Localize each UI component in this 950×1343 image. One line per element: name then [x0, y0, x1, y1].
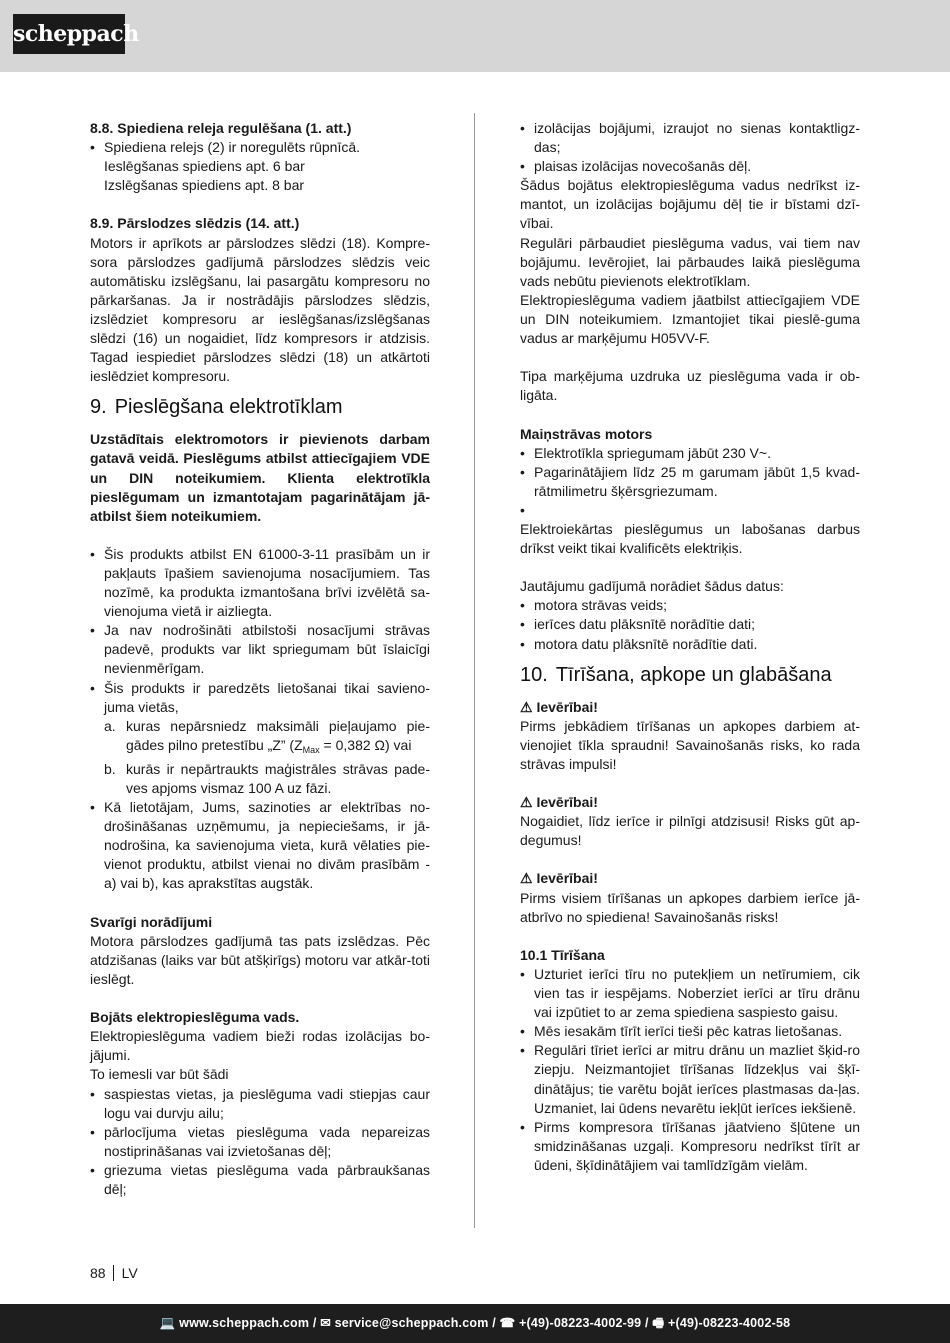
warning-text: Nogaidiet, līdz ierīce ir pilnīgi atdzisusi! Risks gūt ap-degumus!: [520, 813, 860, 849]
page-language: LV: [121, 1265, 138, 1281]
left-column: [90, 119, 430, 1199]
list-item: • Šis produkts ir paredzēts lietošanai tikai savieno-juma vietās,: [90, 679, 430, 717]
warning-title: [520, 793, 860, 812]
list-item: • Pagarinātājiem līdz 25 m garumam jābūt 1,5 kvad-rātmilimetru šķērsgriezumam.: [520, 463, 860, 501]
warning-icon: ⚠: [520, 794, 533, 811]
section-10-heading: [520, 662, 860, 688]
list-item: • Spiediena relejs (2) ir noregulēts rūpnīcā.: [90, 138, 430, 157]
paragraph: Elektropieslēguma vadiem bieži rodas izolācijas bo-jājumi.: [90, 1028, 430, 1064]
text-line: Izslēgšanas spiediens apt. 8 bar: [104, 177, 305, 194]
subsection-title: Bojāts elektropieslēguma vads.: [90, 1009, 300, 1026]
paragraph: Jautājumu gadījumā norādiet šādus datus:: [520, 578, 784, 595]
footer-contact-bar: 💻 www.scheppach.com / ✉ service@scheppach.com / ☎ +(49)-08223-4002-99 / 🖷 +(49)-08223-4002-58: [0, 1304, 950, 1343]
sublist-item: [90, 760, 430, 798]
list-item: • izolācijas bojājumi, izraujot no sienas kontaktligz-das;: [520, 119, 860, 157]
paragraph: Motors ir aprīkots ar pārslodzes slēdzi (18). Kompre-sora pārslodzes gadījumā pārslodzes slēdzis veic automātisku izslēgšanu, lai pasargātu kompresoru no pārkaršanas. Ja ir nostrādājis pārslodzes slēdzis, izslēdziet kompresoru ar ieslēgšanas/izslēgšanas slēdzi (16) un nogaidiet, līdz kompresors ir atdzisis. Tagad iespiediet pārslodzes slēdzi (18) un atkārtoti ieslēdziet kompresoru.: [90, 234, 430, 385]
warning-text: Pirms visiem tīrīšanas un apkopes darbiem ierīce jā-atbrīvo no spiediena! Savainošanās risks!: [520, 889, 860, 925]
subsection-title: Svarīgi norādījumi: [90, 913, 213, 930]
list-item: • pārlocījuma vietas pieslēguma vada nepareizas nostiprināšanas vai izvietošanas dēļ;: [90, 1123, 430, 1161]
list-item: • griezuma vietas pieslēguma vada pārbraukšanas dēļ;: [90, 1161, 430, 1199]
list-item: • motora strāvas veids;: [520, 596, 860, 615]
warning-icon: ⚠: [520, 698, 533, 715]
brand-logo: scheppach: [13, 14, 125, 54]
list-item: [520, 501, 860, 520]
section-9-heading: [90, 394, 430, 420]
list-item: • Šis produkts atbilst EN 61000-3-11 prasībām un ir pakļauts īpašiem savienojuma nosacījumiem. Tas nozīmē, ka produkta izmantošana brīvi izvēlētā sa-vienojuma vietā ir aizliegta.: [90, 545, 430, 621]
heading-number: 10.: [520, 663, 548, 686]
sublist-item: [90, 717, 430, 760]
sublist-letter: a.: [104, 717, 116, 734]
paragraph: To iemesli var būt šādi: [90, 1066, 229, 1083]
warning-label: Ievērībai!: [536, 870, 598, 887]
list-item: • plaisas izolācijas novecošanās dēļ.: [520, 157, 860, 176]
sublist-text: = 0,382 Ω) vai: [319, 736, 412, 753]
paragraph: Elektropieslēguma vadiem jāatbilst attiecīgajiem VDE un DIN noteikumiem. Izmantojiet tikai pieslē-guma vadus ar marķējumu H05VV-F.: [520, 291, 860, 347]
list-item: • Pirms kompresora tīrīšanas jāatvieno šļūtene un smidzināšanas uzgaļi. Kompresoru nedrīkst tīrīt ar ūdeni, šķīdinātājiem vai tamlīdzīgām vielām.: [520, 1118, 860, 1175]
header-bar: [0, 0, 950, 72]
warning-icon: ⚠: [520, 870, 533, 887]
subsection-title: 10.1 Tīrīšana: [520, 946, 605, 963]
sublist-text: kurās ir nepārtraukts maģistrāles strāvas pade-ves apjoms vismaz 100 A uz fāzi.: [126, 760, 430, 796]
column-divider: [474, 113, 475, 1228]
list-item: • Regulāri tīriet ierīci ar mitru drānu un mazliet šķid-ro ziepju. Neizmantojiet tīrīšanas līdzekļus vai šķī-dinātājus; tie varētu bojāt ierīces plastmasas da-ļas. Uzmaniet, lai ūdens nevarētu iekļūt ierīces iekšienē.: [520, 1041, 860, 1117]
list-item: • saspiestas vietas, ja pieslēguma vadi stiepjas caur logu vai durvju ailu;: [90, 1085, 430, 1123]
list-item: • Kā lietotājam, Jums, sazinoties ar elektrības no-drošināšanas uzņēmumu, ja nepieciešams, ir jā-nodrošina, ka savienojuma vieta, kurā vēlaties pie-vienot produktu, atbilst vienai no divām prasībām - a) vai b), kas aprakstītas augstāk.: [90, 798, 430, 893]
intro-paragraph: Uzstādītais elektromotors ir pievienots darbam gatavā veidā. Pieslēgums atbilst attiecīgajiem VDE un DIN noteikumiem. Klienta elektrotīkla pieslēgumam un izmantotajam pagarinātājam jā-atbilst šiem noteikumiem.: [90, 431, 430, 524]
subsection-title: Maiņstrāvas motors: [520, 425, 653, 442]
paragraph: Motora pārslodzes gadījumā tas pats izslēdzas. Pēc atdzišanas (laiks var būt atšķirīgs) motoru var atkār-toti ieslēgt.: [90, 932, 431, 987]
paragraph: Regulāri pārbaudiet pieslēguma vadus, vai tiem nav bojājumu. Ievērojiet, lai pārbaudes laikā pieslēguma vads nebūtu pievienots elektrotīklam.: [520, 234, 860, 289]
warning-label: Ievērībai!: [536, 794, 598, 811]
list-item: • Mēs iesakām tīrīt ierīci tieši pēc katras lietošanas.: [520, 1022, 860, 1041]
heading-text: Pieslēgšana elektrotīklam: [114, 396, 343, 419]
warning-text: Pirms jebkādiem tīrīšanas un apkopes darbiem at-vienojiet tīkla spraudni! Savainošanās risks, ko rada strāvas impulsi!: [520, 717, 860, 772]
list-item: • Ja nav nodrošināti atbilstoši nosacījumi strāvas padevē, produkts var likt spriegumam būt īslaicīgi nevienmērīgam.: [90, 621, 430, 678]
section-8-9-title: 8.9. Pārslodzes slēdzis (14. att.): [90, 215, 300, 232]
sublist-text: kuras nepārsniedz maksimāli pieļaujamo pie-gādes pilno pretestību „Z” (Z: [126, 717, 430, 753]
warning-label: Ievērībai!: [536, 698, 598, 715]
sublist-letter: b.: [104, 760, 116, 777]
subscript: Max: [302, 744, 320, 755]
right-column: [520, 119, 860, 1175]
page-number-value: 88: [90, 1265, 106, 1281]
list-item: • Elektrotīkla spriegumam jābūt 230 V~.: [520, 444, 860, 463]
warning-title: [520, 869, 860, 888]
paragraph: Tipa marķējuma uzdruka uz pieslēguma vada ir ob-ligāta.: [520, 368, 860, 404]
section-8-8-title: 8.8. Spiediena releja regulēšana (1. att.): [90, 120, 352, 136]
list-item: • Uzturiet ierīci tīru no putekļiem un netīrumiem, cik vien tas ir iespējams. Noberziet ierīci ar tīru drānu vai izpūtiet to ar zema spiediena saspiesto gaisu.: [520, 965, 860, 1022]
warning-title: [520, 698, 860, 717]
list-item: • ierīces datu plāksnītē norādītie dati;: [520, 615, 860, 634]
heading-text: Tīrīšana, apkope un glabāšana: [555, 663, 832, 686]
paragraph: Elektroiekārtas pieslēgumus un labošanas darbus drīkst veikt tikai kvalificēts elektriķis.: [520, 520, 860, 557]
heading-number: 9.: [90, 396, 107, 419]
page-number: [90, 1264, 138, 1283]
text-line: Ieslēgšanas spiediens apt. 6 bar: [104, 158, 305, 175]
list-item: • motora datu plāksnītē norādītie dati.: [520, 635, 860, 654]
paragraph: Šādus bojātus elektropieslēguma vadus nedrīkst iz-mantot, un izolācijas bojājumu dēļ tie ir bīstami dzī-vībai.: [520, 177, 860, 232]
